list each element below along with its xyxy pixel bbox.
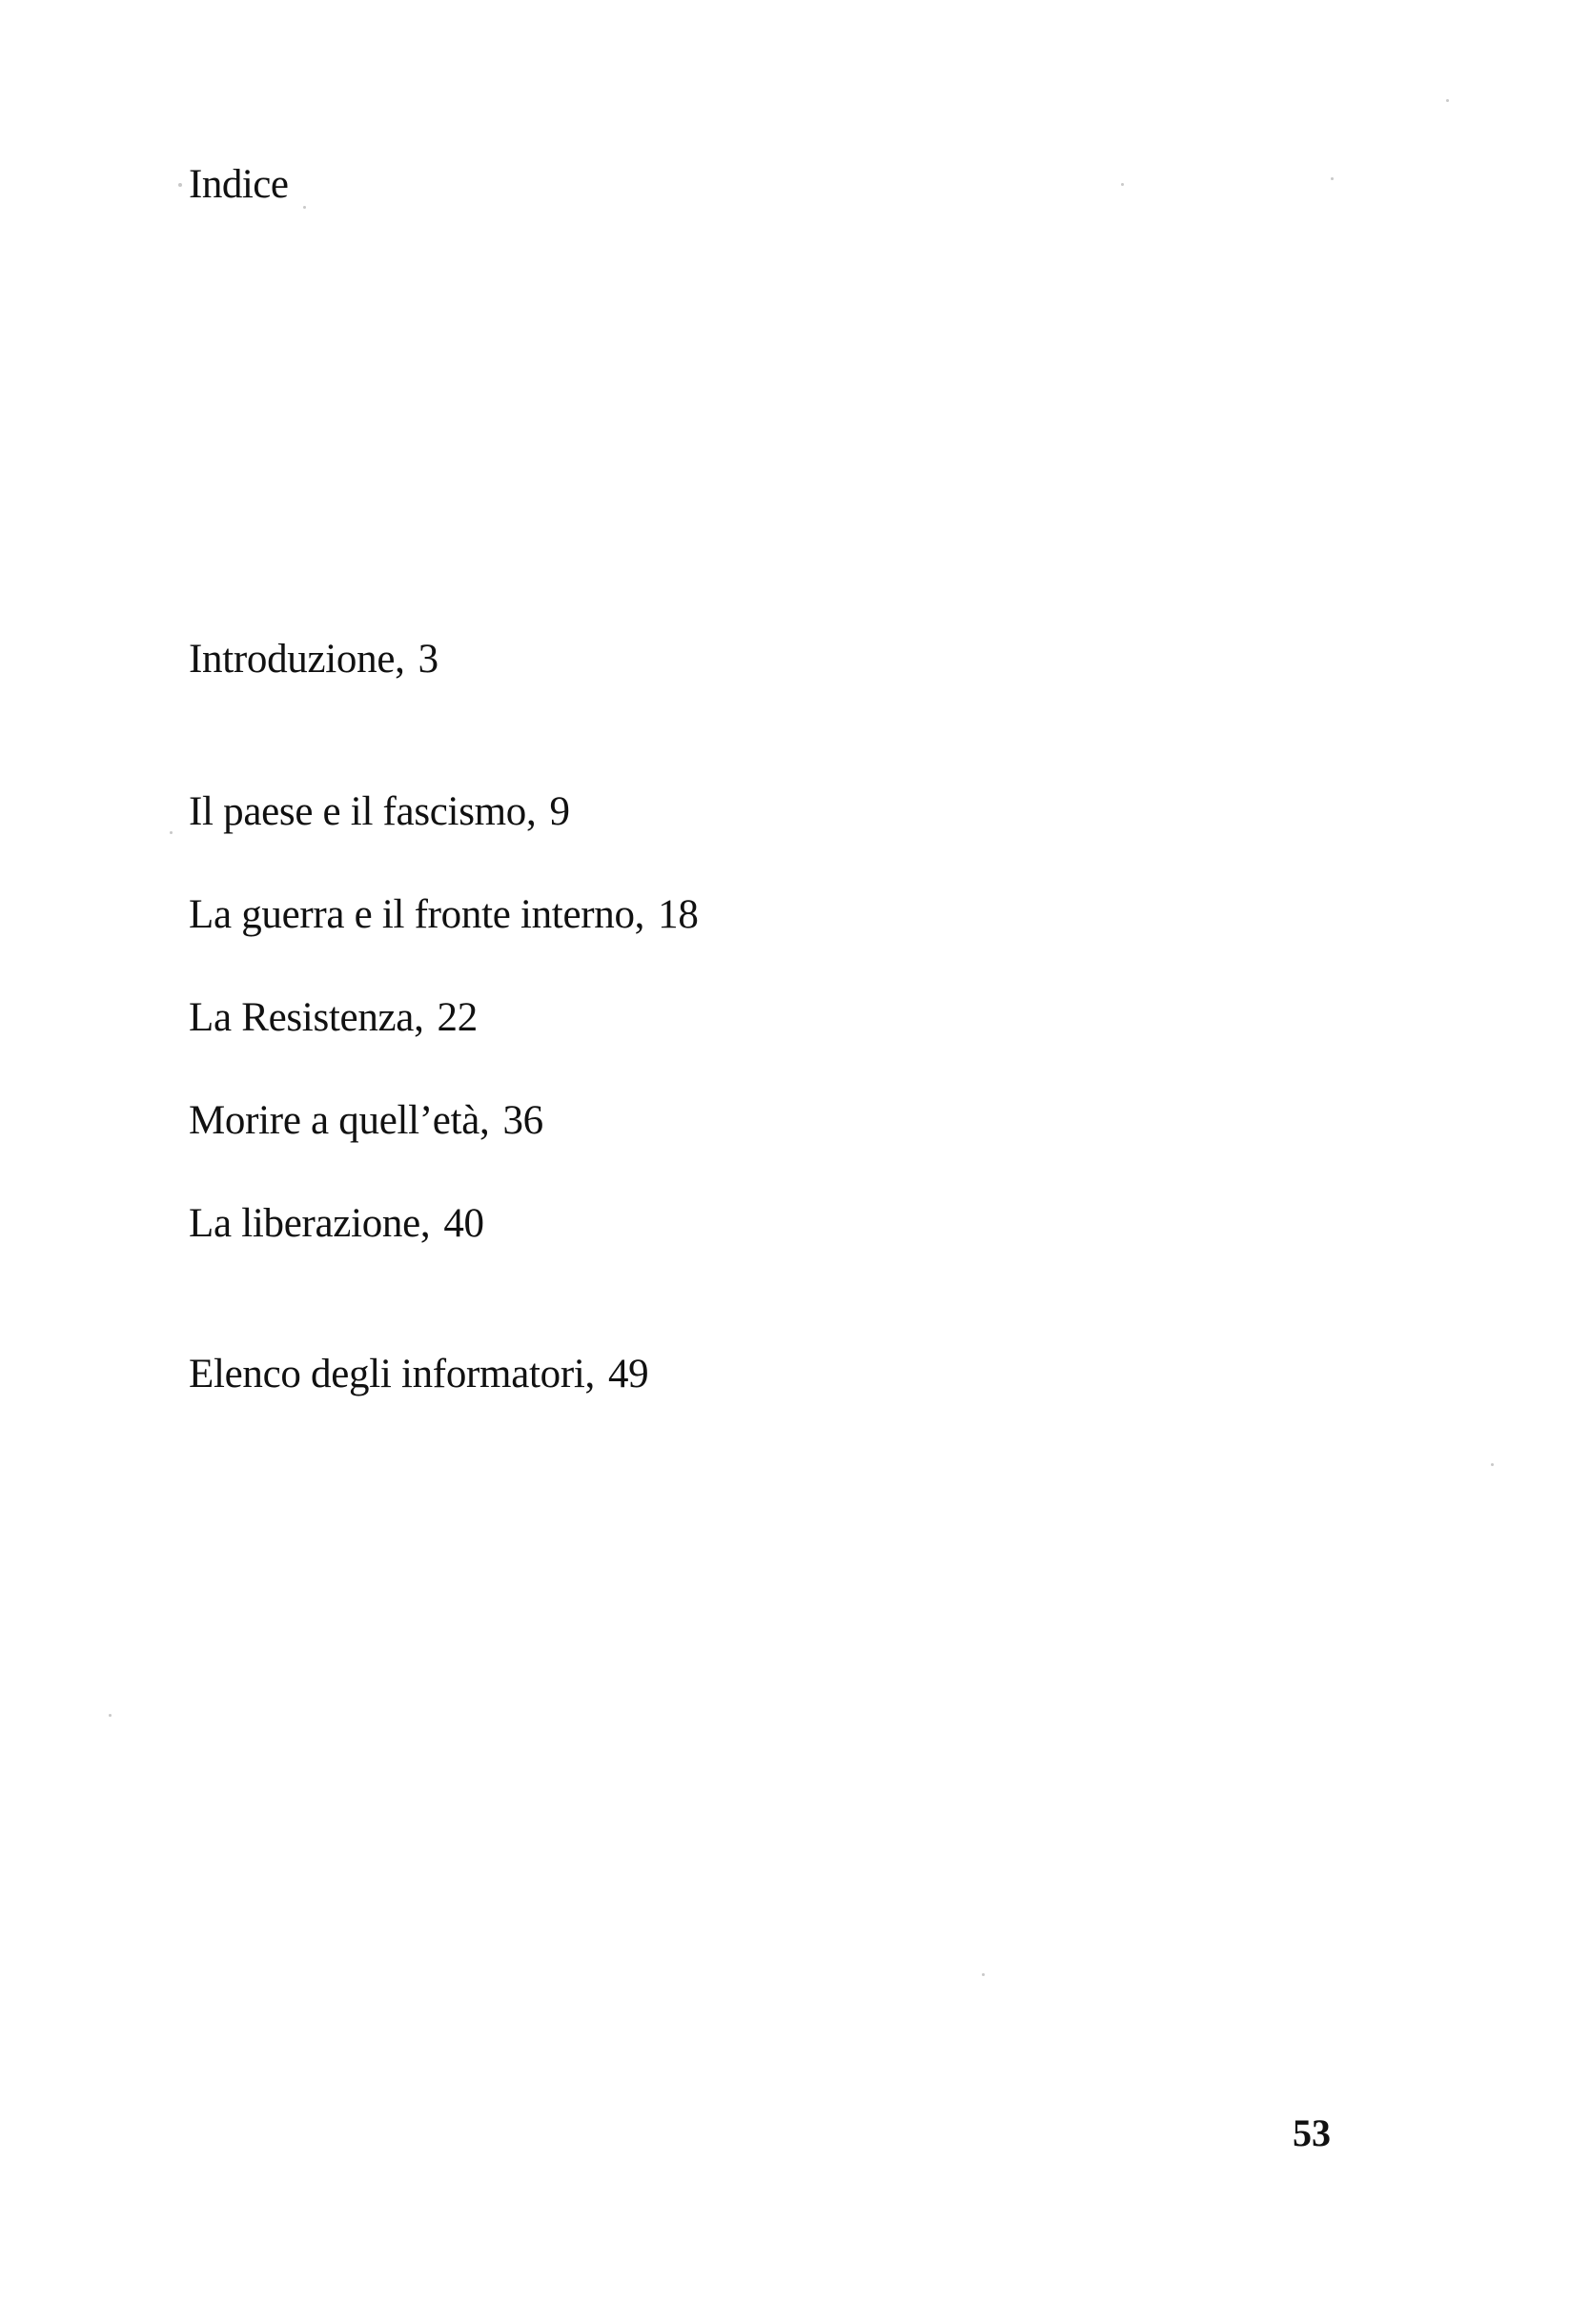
toc-entry-title: Introduzione,	[189, 637, 405, 682]
toc-entry-title: La guerra e il fronte interno,	[189, 892, 645, 937]
page-title: Indice	[189, 162, 289, 207]
page-number: 53	[1293, 2111, 1331, 2154]
scan-speck	[1491, 1463, 1494, 1466]
toc-entry-title: La liberazione,	[189, 1201, 431, 1246]
toc-entry-page: 22	[437, 995, 478, 1040]
toc-entry-title: La Resistenza,	[189, 995, 424, 1040]
scan-speck	[178, 183, 182, 187]
toc-entry-title: Elenco degli informatori,	[189, 1352, 595, 1396]
scan-speck	[982, 1973, 985, 1976]
toc-entry	[189, 639, 438, 680]
toc-entry-title: Morire a quell’età,	[189, 1098, 490, 1143]
toc-entry	[189, 1203, 484, 1244]
toc-entry	[189, 1100, 543, 1141]
toc-entry	[189, 894, 699, 935]
toc-entry-page: 3	[418, 637, 438, 682]
scan-speck	[303, 206, 306, 209]
toc-entry-page: 36	[502, 1098, 543, 1143]
scan-speck	[1121, 183, 1124, 186]
toc-entry	[189, 997, 478, 1038]
toc-entry-page: 40	[443, 1201, 484, 1246]
scan-speck	[109, 1714, 112, 1717]
scan-speck	[1446, 99, 1449, 102]
toc-entry-page: 18	[658, 892, 699, 937]
toc-entry	[189, 1354, 648, 1395]
toc-entry-page: 49	[607, 1352, 649, 1396]
scan-speck	[170, 831, 173, 834]
scan-speck	[1331, 177, 1334, 180]
toc-entry-title: Il paese e il fascismo,	[189, 789, 537, 834]
toc-entry-page: 9	[549, 789, 570, 834]
toc-entry	[189, 791, 570, 832]
